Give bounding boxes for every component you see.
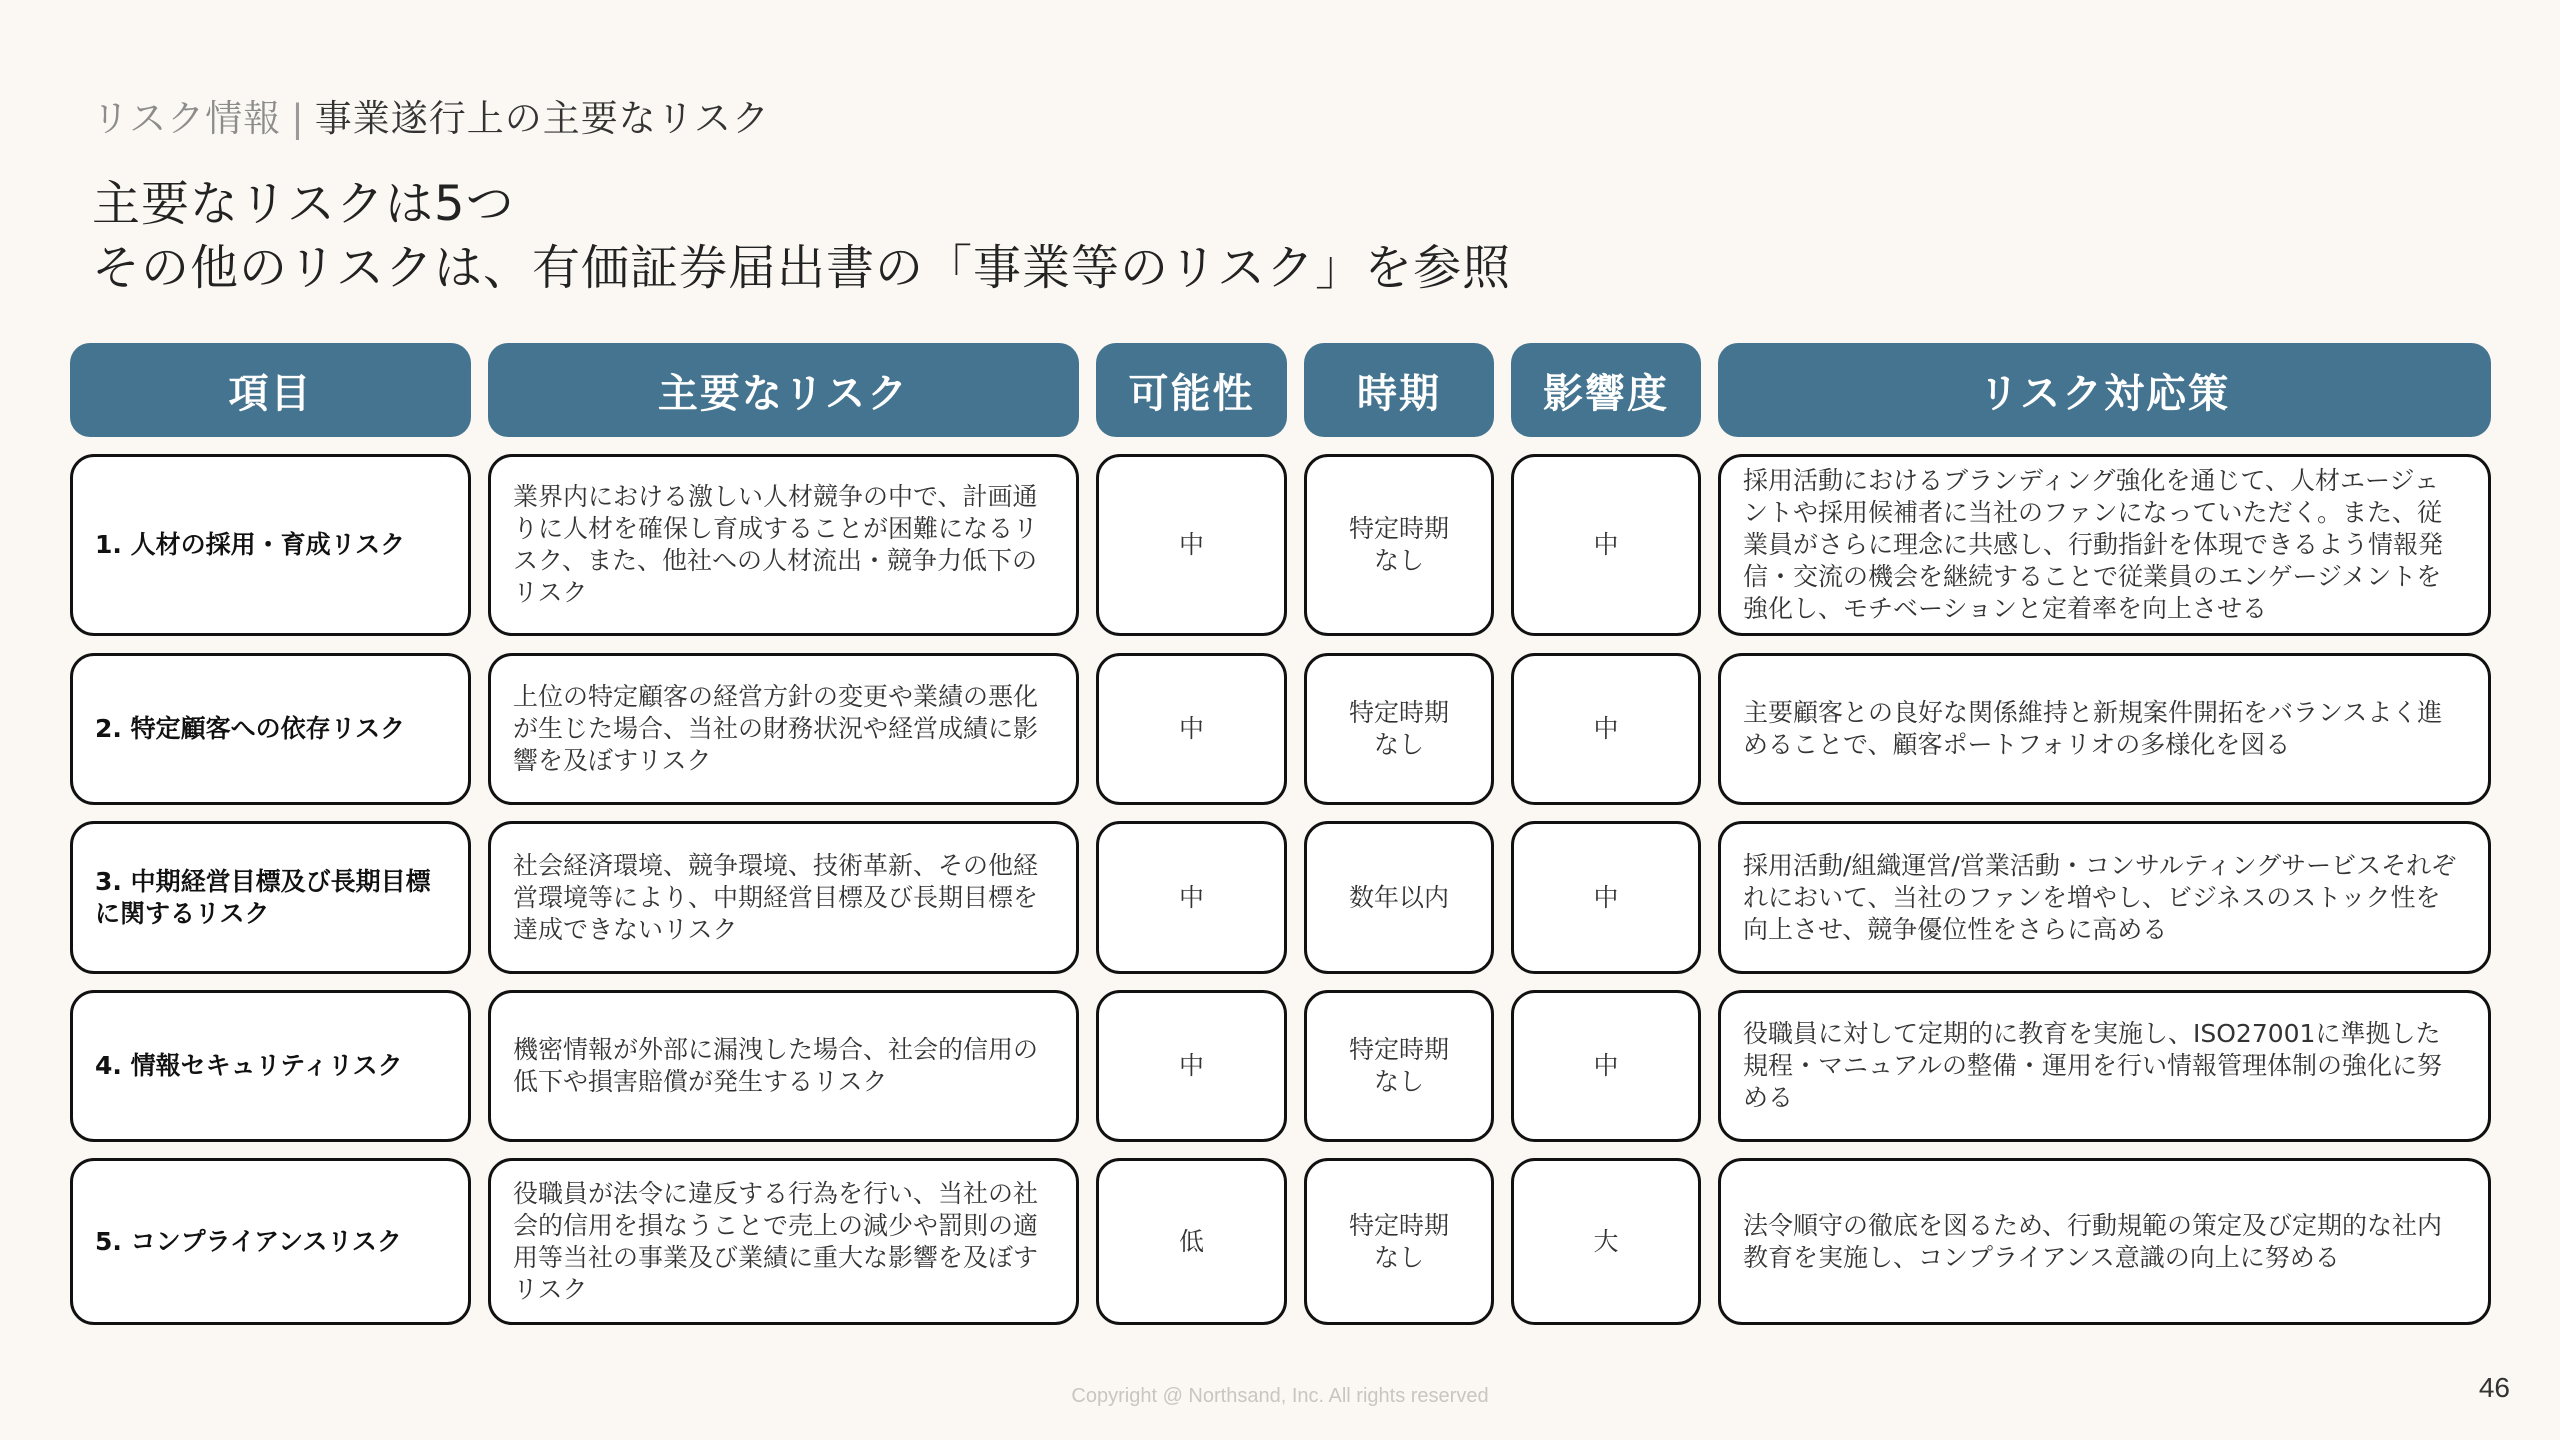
header-timing: 時期 [1304, 343, 1494, 437]
row-4-risk: 機密情報が外部に漏洩した場合、社会的信用の低下や損害賠償が発生するリスク [488, 990, 1079, 1142]
row-4-impact: 中 [1511, 990, 1701, 1142]
breadcrumb-section: リスク情報 [92, 97, 282, 140]
row-3-measures: 採用活動/組織運営/営業活動・コンサルティングサービスそれぞれにおいて、当社のファンを増やし、ビジネスのストック性を向上させ、競争優位性をさらに高める [1718, 821, 2491, 974]
headline-line-2: その他のリスクは、有価証券届出書の「事業等のリスク」を参照 [92, 240, 1512, 296]
row-2-likelihood: 中 [1096, 653, 1287, 805]
header-item: 項目 [70, 343, 471, 437]
row-3-likelihood: 中 [1096, 821, 1287, 974]
breadcrumb-subsection: 事業遂行上の主要なリスク [314, 97, 770, 140]
row-3-timing: 数年以内 [1304, 821, 1494, 974]
row-1-timing: 特定時期なし [1304, 454, 1494, 636]
header-risk: 主要なリスク [488, 343, 1079, 437]
row-2-measures: 主要顧客との良好な関係維持と新規案件開拓をバランスよく進めることで、顧客ポートフォリオの多様化を図る [1718, 653, 2491, 805]
row-2-timing: 特定時期なし [1304, 653, 1494, 805]
row-1-likelihood: 中 [1096, 454, 1287, 636]
row-5-timing: 特定時期なし [1304, 1158, 1494, 1325]
row-5-likelihood: 低 [1096, 1158, 1287, 1325]
row-4-likelihood: 中 [1096, 990, 1287, 1142]
row-2-risk: 上位の特定顧客の経営方針の変更や業績の悪化が生じた場合、当社の財務状況や経営成績に影響を及ぼすリスク [488, 653, 1079, 805]
row-3-impact: 中 [1511, 821, 1701, 974]
row-5-impact: 大 [1511, 1158, 1701, 1325]
copyright-notice: Copyright @ Northsand, Inc. All rights reserved [1071, 1385, 1489, 1407]
row-1-risk: 業界内における激しい人材競争の中で、計画通りに人材を確保し育成することが困難になるリスク、また、他社への人材流出・競争力低下のリスク [488, 454, 1079, 636]
row-1-item: 1. 人材の採用・育成リスク [70, 454, 471, 636]
row-4-measures: 役職員に対して定期的に教育を実施し、ISO27001に準拠した規程・マニュアルの整備・運用を行い情報管理体制の強化に努める [1718, 990, 2491, 1142]
row-5-item: 5. コンプライアンスリスク [70, 1158, 471, 1325]
header-impact: 影響度 [1511, 343, 1701, 437]
header-likelihood: 可能性 [1096, 343, 1287, 437]
row-3-item: 3. 中期経営目標及び長期目標に関するリスク [70, 821, 471, 974]
headline-line-1: 主要なリスクは5つ [92, 176, 515, 232]
row-2-impact: 中 [1511, 653, 1701, 805]
row-4-timing: 特定時期なし [1304, 990, 1494, 1142]
breadcrumb [92, 88, 770, 142]
row-1-measures: 採用活動におけるブランディング強化を通じて、人材エージェントや採用候補者に当社のファンになっていただく。また、従業員がさらに理念に共感し、行動指針を体現できるよう情報発信・交流の機会を継続することで従業員のエンゲージメントを強化し、モチベーションと定着率を向上させる [1718, 454, 2491, 636]
row-1-impact: 中 [1511, 454, 1701, 636]
row-2-item: 2. 特定顧客への依存リスク [70, 653, 471, 805]
page-headline [92, 172, 1511, 300]
header-measures: リスク対応策 [1718, 343, 2491, 437]
row-5-measures: 法令順守の徹底を図るため、行動規範の策定及び定期的な社内教育を実施し、コンプライアンス意識の向上に努める [1718, 1158, 2491, 1325]
row-3-risk: 社会経済環境、競争環境、技術革新、その他経営環境等により、中期経営目標及び長期目標を達成できないリスク [488, 821, 1079, 974]
row-5-risk: 役職員が法令に違反する行為を行い、当社の社会的信用を損なうことで売上の減少や罰則の適用等当社の事業及び業績に重大な影響を及ぼすリスク [488, 1158, 1079, 1325]
page-number: 46 [2478, 1372, 2510, 1403]
row-4-item: 4. 情報セキュリティリスク [70, 990, 471, 1142]
breadcrumb-separator: | [291, 97, 305, 140]
